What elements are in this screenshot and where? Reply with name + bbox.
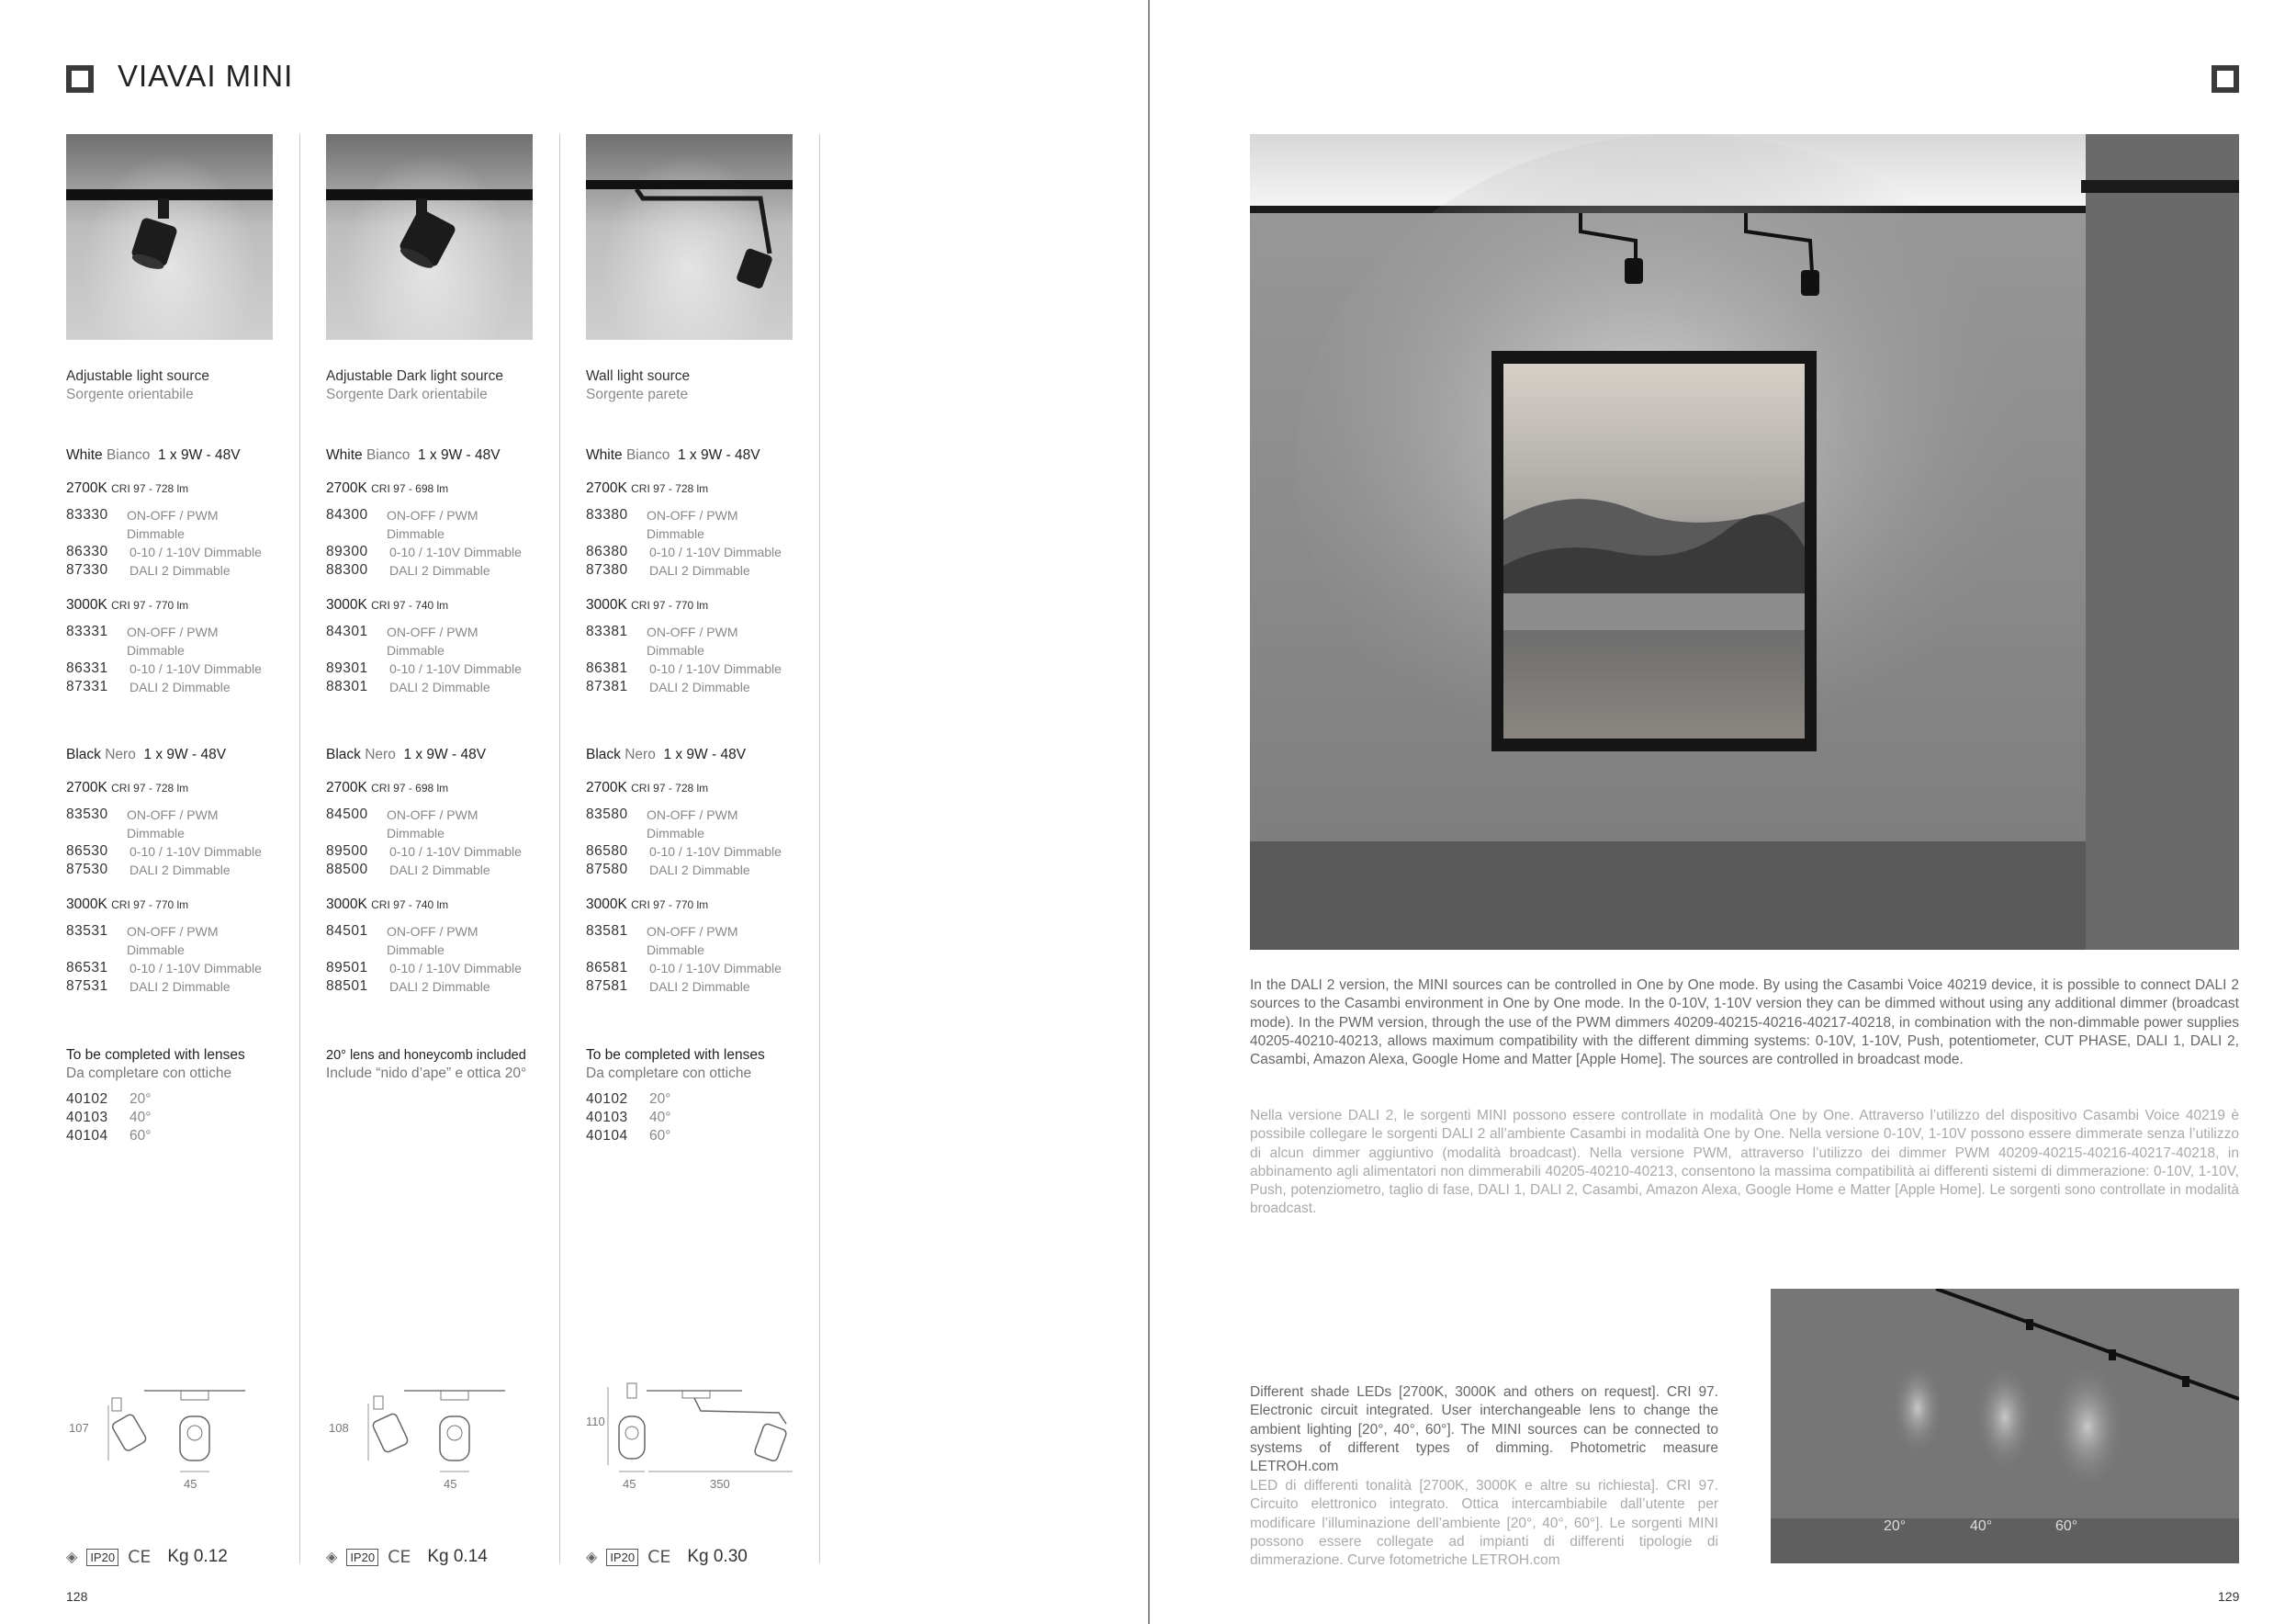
cct-heading: 3000K CRI 97 - 770 lm [66, 597, 189, 613]
code-row: 86330 0-10 / 1-10V Dimmable [66, 544, 262, 559]
code-list [586, 506, 793, 580]
finish-spec: 1 x 9W - 48V [677, 447, 760, 463]
product-name: Adjustable Dark light source [326, 368, 503, 384]
finish-black [326, 747, 533, 763]
cct-heading: 2700K CRI 97 - 698 lm [326, 480, 449, 496]
technical-drawing-3 [586, 1369, 793, 1506]
finish-spec: 1 x 9W - 48V [403, 747, 487, 762]
finish-spec: 1 x 9W - 48V [143, 747, 227, 762]
code-row: 84500 ON-OFF / PWM Dimmable [326, 806, 478, 840]
width-dimension: 45 [184, 1477, 197, 1491]
lens-row: 40102 20° [586, 1091, 671, 1107]
finish-label-it: Nero [105, 747, 136, 762]
body-text-en: In the DALI 2 version, the MINI sources can be controlled in One by One mode. By using the Casambi Voice 40219 device, it is possible to connect DALI 2 sources to the Casambi environment in One by One mode. In the 0-10V, 1-10V version they can be dimmed without using any additional dimmer (broadcast mode). In the PWM version, through the use of the PWM dimmers 40209-40215-40216-40217-40218, in combination with the non-dimmable power supplies 40205-40210-40213, allows maximum compatibility with the different dimming systems: 0-10V, 1-10V, Push, potentiometer, CUT PHASE, DALI 1, DALI 2, Casambi, Amazon Alexa, Google Home and Matter [Apple Home]. The sources are controlled in broadcast mode. [1250, 977, 2239, 1068]
lens-row: 40103 40° [66, 1110, 152, 1125]
cct-heading: 2700K CRI 97 - 728 lm [66, 780, 189, 795]
ce-mark-icon: CE [388, 1547, 411, 1567]
technical-drawing-1 [66, 1369, 273, 1506]
product-column-3 [586, 134, 793, 1145]
code-row: 88300 DALI 2 Dimmable [326, 562, 490, 578]
cct-heading: 2700K CRI 97 - 728 lm [586, 780, 709, 795]
body-text-it: Nella versione DALI 2, le sorgenti MINI possono essere controllate in modalità One by One. Attraverso l’utilizzo del dispositivo Casambi Voice 40219 è possibile collegare le sorgenti DALI 2 all’ambiente Casambi in modalità One by One. Nella versione 0-10V, 1-10V possono essere dimmerate senza l’utilizzo di alcun dimmer aggiuntivo (modalità broadcast). Nella versione PWM, attraverso l’utilizzo dei dimmer PWM 40209-40215-40216-40217-40218, in abbinamento agli alimentatori non dimmerabili 40205-40210-40213, consentono la massima compatibilità ai differenti sistemi di dimmerazione: 0-10V, 1-10V, Push, potenziometro, taglio di fase, DALI 1, DALI 2, Casambi, Amazon Alexa, Google Home e Matter [Apple Home]. Le sorgenti sono controllate in modalità broadcast. [1250, 1108, 2239, 1217]
code-row: 89501 0-10 / 1-10V Dimmable [326, 960, 522, 976]
ip-rating-badge: IP20 [606, 1549, 638, 1566]
class-diamond-icon: ◈ [586, 1550, 598, 1565]
finish-label-it: Bianco [625, 447, 670, 463]
code-row: 89500 0-10 / 1-10V Dimmable [326, 843, 522, 859]
cct-heading: 3000K CRI 97 - 770 lm [66, 897, 189, 912]
dimension-diagram [326, 1369, 533, 1506]
beam-label-60: 60° [2055, 1518, 2078, 1534]
code-row: 87380 DALI 2 Dimmable [586, 562, 750, 578]
ip-rating-badge: IP20 [86, 1549, 118, 1566]
lens-title-it: Include “nido d’ape” e ottica 20° [326, 1066, 527, 1081]
code-row: 83530 ON-OFF / PWM Dimmable [66, 806, 219, 840]
code-row: 86530 0-10 / 1-10V Dimmable [66, 843, 262, 859]
code-list [586, 922, 793, 996]
width-dimension: 45 [623, 1477, 636, 1491]
dimension-diagram [586, 1369, 793, 1506]
ce-mark-icon: CE [647, 1547, 671, 1567]
features-text-en: Different shade LEDs [2700K, 3000K and others on request]. CRI 97. Electronic circuit integrated. User interchangeable lens to change the ambient lighting [20°, 40°, 60°]. The MINI sources can be connected to systems of different types of dimming. Photometric measure LETROH.com [1250, 1384, 1718, 1475]
beam-label-20: 20° [1884, 1518, 1907, 1534]
column-divider [819, 134, 820, 1563]
code-row: 88500 DALI 2 Dimmable [326, 862, 490, 877]
code-list [66, 922, 273, 996]
code-row: 86581 0-10 / 1-10V Dimmable [586, 960, 782, 976]
spec-footer-1 [66, 1546, 228, 1568]
square-logo-icon [2212, 65, 2239, 93]
finish-white [326, 447, 533, 464]
lens-row: 40104 60° [66, 1128, 152, 1144]
code-list [66, 623, 273, 696]
product-name: Wall light source [586, 368, 691, 384]
finish-spec: 1 x 9W - 48V [417, 447, 501, 463]
product-photo [586, 134, 793, 340]
code-row: 86380 0-10 / 1-10V Dimmable [586, 544, 782, 559]
class-diamond-icon: ◈ [326, 1550, 338, 1565]
finish-label: White [586, 447, 623, 463]
finish-label: Black [326, 747, 361, 762]
code-list [326, 922, 533, 996]
finish-label: White [326, 447, 363, 463]
lens-title-it: Da completare con ottiche [586, 1066, 752, 1081]
technical-drawing-2 [326, 1369, 533, 1506]
code-list [66, 506, 273, 580]
code-list [586, 623, 793, 696]
column-divider [559, 134, 560, 1563]
finish-label: White [66, 447, 103, 463]
code-row: 89301 0-10 / 1-10V Dimmable [326, 660, 522, 676]
page-number-left: 128 [66, 1589, 88, 1604]
code-list [66, 806, 273, 879]
code-row: 87581 DALI 2 Dimmable [586, 978, 750, 994]
lens-list [586, 1090, 793, 1145]
spec-footer-3 [586, 1546, 748, 1568]
code-list [326, 506, 533, 580]
code-row: 86331 0-10 / 1-10V Dimmable [66, 660, 262, 676]
page-number-right: 129 [2218, 1589, 2240, 1604]
finish-black [66, 747, 273, 763]
finish-white [66, 447, 273, 464]
finish-label: Black [66, 747, 101, 762]
class-diamond-icon: ◈ [66, 1550, 78, 1565]
code-row: 83330 ON-OFF / PWM Dimmable [66, 507, 219, 541]
code-row: 87331 DALI 2 Dimmable [66, 679, 231, 694]
beam-label-40: 40° [1970, 1518, 1993, 1534]
product-photo [326, 134, 533, 340]
code-row: 83380 ON-OFF / PWM Dimmable [586, 507, 738, 541]
code-row: 86580 0-10 / 1-10V Dimmable [586, 843, 782, 859]
square-logo-icon [66, 65, 94, 93]
arm-length-dimension: 350 [710, 1477, 730, 1491]
cct-heading: 3000K CRI 97 - 770 lm [586, 897, 709, 912]
product-column-2 [326, 134, 533, 1083]
beam-angle-photo [1771, 1289, 2239, 1563]
spec-footer-2 [326, 1546, 488, 1568]
gallery-photo [1250, 134, 2239, 950]
code-row: 89300 0-10 / 1-10V Dimmable [326, 544, 522, 559]
code-row: 87530 DALI 2 Dimmable [66, 862, 231, 877]
finish-label-it: Nero [365, 747, 396, 762]
lens-title-it: Da completare con ottiche [66, 1066, 232, 1081]
code-row: 83531 ON-OFF / PWM Dimmable [66, 923, 219, 957]
page-spine [1148, 0, 1150, 1624]
code-row: 88501 DALI 2 Dimmable [326, 978, 490, 994]
code-list [326, 623, 533, 696]
lens-title: To be completed with lenses [586, 1047, 765, 1063]
code-list [586, 806, 793, 879]
cct-heading: 2700K CRI 97 - 698 lm [326, 780, 449, 795]
code-row: 86381 0-10 / 1-10V Dimmable [586, 660, 782, 676]
ip-rating-badge: IP20 [346, 1549, 378, 1566]
width-dimension: 45 [444, 1477, 457, 1491]
dimension-diagram [66, 1369, 273, 1506]
height-dimension: 107 [69, 1421, 89, 1435]
lens-row: 40104 60° [586, 1128, 671, 1144]
code-row: 87580 DALI 2 Dimmable [586, 862, 750, 877]
ce-mark-icon: CE [128, 1547, 152, 1567]
weight: Kg 0.12 [167, 1547, 228, 1566]
code-row: 86531 0-10 / 1-10V Dimmable [66, 960, 262, 976]
finish-label-it: Nero [625, 747, 656, 762]
code-row: 84501 ON-OFF / PWM Dimmable [326, 923, 478, 957]
product-name-it: Sorgente orientabile [66, 387, 194, 402]
weight: Kg 0.30 [687, 1547, 748, 1566]
cct-heading: 3000K CRI 97 - 740 lm [326, 897, 449, 912]
lens-list [66, 1090, 273, 1145]
finish-label: Black [586, 747, 621, 762]
cct-heading: 3000K CRI 97 - 770 lm [586, 597, 709, 613]
code-row: 83581 ON-OFF / PWM Dimmable [586, 923, 738, 957]
finish-spec: 1 x 9W - 48V [663, 747, 747, 762]
height-dimension: 108 [329, 1421, 349, 1435]
cct-heading: 3000K CRI 97 - 740 lm [326, 597, 449, 613]
lens-row: 40102 20° [66, 1091, 152, 1107]
code-row: 84300 ON-OFF / PWM Dimmable [326, 507, 478, 541]
lens-title: To be completed with lenses [66, 1047, 245, 1063]
finish-black [586, 747, 793, 763]
finish-label-it: Bianco [366, 447, 411, 463]
page-title: VIAVAI MINI [118, 59, 294, 93]
code-row: 83381 ON-OFF / PWM Dimmable [586, 624, 738, 658]
finish-spec: 1 x 9W - 48V [157, 447, 241, 463]
code-list [326, 806, 533, 879]
code-row: 88301 DALI 2 Dimmable [326, 679, 490, 694]
lens-row: 40103 40° [586, 1110, 671, 1125]
product-column-1 [66, 134, 273, 1145]
code-row: 83331 ON-OFF / PWM Dimmable [66, 624, 219, 658]
height-dimension: 110 [586, 1415, 605, 1428]
finish-white [586, 447, 793, 464]
code-row: 84301 ON-OFF / PWM Dimmable [326, 624, 478, 658]
product-photo [66, 134, 273, 340]
product-name-it: Sorgente Dark orientabile [326, 387, 488, 402]
cct-heading: 2700K CRI 97 - 728 lm [586, 480, 709, 496]
product-name: Adjustable light source [66, 368, 209, 384]
weight: Kg 0.14 [427, 1547, 488, 1566]
code-row: 83580 ON-OFF / PWM Dimmable [586, 806, 738, 840]
features-text-it: LED di differenti tonalità [2700K, 3000K e altre su richiesta]. CRI 97. Circuito elettronico integrato. Ottica intercambiabile dall’utente per modificare l’illuminazione dell’ambiente [20°, 40°, 60°]. Le sorgenti MINI possono essere collegate ad impianti di differenti tipologie di dimmerazione. Curve fotometriche LETROH.com [1250, 1478, 1718, 1569]
code-row: 87330 DALI 2 Dimmable [66, 562, 231, 578]
column-divider [299, 134, 300, 1563]
finish-label-it: Bianco [106, 447, 151, 463]
lens-title: 20° lens and honeycomb included [326, 1048, 526, 1063]
product-name-it: Sorgente parete [586, 387, 689, 402]
code-row: 87531 DALI 2 Dimmable [66, 978, 231, 994]
code-row: 87381 DALI 2 Dimmable [586, 679, 750, 694]
cct-heading: 2700K CRI 97 - 728 lm [66, 480, 189, 496]
